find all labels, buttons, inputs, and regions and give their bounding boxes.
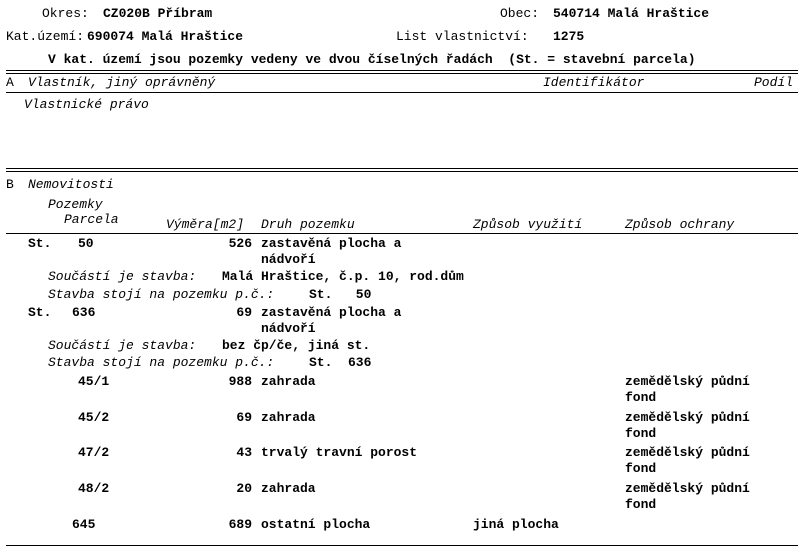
- parcel-number: 48/2: [78, 481, 110, 496]
- parcel-ochrana-cont: fond: [625, 497, 657, 512]
- parcel-ochrana-cont: fond: [625, 390, 657, 405]
- parcel-number: 645: [72, 517, 96, 532]
- parcel-druh: zahrada: [261, 410, 316, 425]
- divider: [6, 70, 798, 71]
- col-identifikator: Identifikátor: [543, 75, 645, 90]
- parcel-number: 636: [72, 305, 96, 320]
- parcel-ochrana: zemědělský půdní: [625, 374, 750, 389]
- parcel-druh: ostatní plocha: [261, 517, 371, 532]
- soucast-value: Malá Hraštice, č.p. 10, rod.dům: [222, 269, 464, 284]
- parcel-druh: zahrada: [261, 374, 316, 389]
- parcel-area: 988: [228, 374, 252, 389]
- col-vymera: Výměra[m2]: [166, 217, 245, 232]
- parcel-vyuziti: jiná plocha: [473, 517, 559, 532]
- soucast-label: Součástí je stavba:: [48, 338, 197, 353]
- col-druh: Druh pozemku: [261, 217, 355, 232]
- parcel-ochrana: zemědělský půdní: [625, 445, 750, 460]
- col-parcela: Parcela: [64, 212, 119, 227]
- divider: [6, 92, 798, 93]
- parcel-area: 43: [236, 445, 252, 460]
- divider: [6, 545, 798, 546]
- section-b-letter: B: [6, 177, 14, 192]
- parcel-ochrana: zemědělský půdní: [625, 410, 750, 425]
- col-zpusob-ochrany: Způsob ochrany: [625, 217, 735, 232]
- obec-value: 540714 Malá Hraštice: [553, 6, 710, 21]
- okres-value: CZ020B Příbram: [103, 6, 213, 21]
- lv-value: 1275: [553, 29, 585, 44]
- parcel-number: 45/1: [78, 374, 110, 389]
- stoji-value: St. 50: [309, 287, 372, 302]
- stoji-value: St. 636: [309, 355, 372, 370]
- parcel-number: 45/2: [78, 410, 110, 425]
- stoji-label: Stavba stojí na pozemku p.č.:: [48, 355, 275, 370]
- parcel-druh: zastavěná plocha a: [261, 305, 402, 320]
- col-zpusob-vyuziti: Způsob využití: [473, 217, 583, 232]
- section-a-letter: A: [6, 75, 14, 90]
- parcel-area: 20: [236, 481, 252, 496]
- parcel-druh-cont: nádvoří: [261, 252, 316, 267]
- soucast-label: Součástí je stavba:: [48, 269, 197, 284]
- katuzemi-value: 690074 Malá Hraštice: [87, 29, 244, 44]
- divider: [6, 233, 798, 234]
- parcel-number: 47/2: [78, 445, 110, 460]
- soucast-value: bez čp/če, jiná st.: [222, 338, 371, 353]
- lv-label: List vlastnictví:: [396, 29, 529, 44]
- section-b-title: Nemovitosti: [28, 177, 114, 192]
- parcel-ochrana-cont: fond: [625, 426, 657, 441]
- parcel-druh: trvalý travní porost: [261, 445, 418, 460]
- divider: [6, 73, 798, 74]
- divider: [6, 171, 798, 172]
- parcel-ochrana: zemědělský půdní: [625, 481, 750, 496]
- series-note: V kat. území jsou pozemky vedeny ve dvou číselných řadách (St. = stavební parcela): [48, 52, 696, 67]
- divider: [6, 168, 798, 169]
- parcel-druh-cont: nádvoří: [261, 321, 316, 336]
- obec-label: Obec:: [500, 6, 540, 21]
- parcel-area: 69: [236, 305, 252, 320]
- col-pozemky: Pozemky: [48, 197, 103, 212]
- katuzemi-label: Kat.území:: [6, 29, 85, 44]
- parcel-number: 50: [78, 236, 94, 251]
- okres-label: Okres:: [42, 6, 89, 21]
- section-a-title: Vlastník, jiný oprávněný: [28, 75, 216, 90]
- parcel-prefix: St.: [28, 236, 52, 251]
- parcel-ochrana-cont: fond: [625, 461, 657, 476]
- parcel-area: 689: [228, 517, 252, 532]
- parcel-prefix: St.: [28, 305, 52, 320]
- parcel-area: 69: [236, 410, 252, 425]
- parcel-druh: zastavěná plocha a: [261, 236, 402, 251]
- stoji-label: Stavba stojí na pozemku p.č.:: [48, 287, 275, 302]
- parcel-druh: zahrada: [261, 481, 316, 496]
- parcel-area: 526: [228, 236, 252, 251]
- col-podil: Podíl: [754, 75, 794, 90]
- vlastnicke-pravo: Vlastnické právo: [24, 97, 149, 112]
